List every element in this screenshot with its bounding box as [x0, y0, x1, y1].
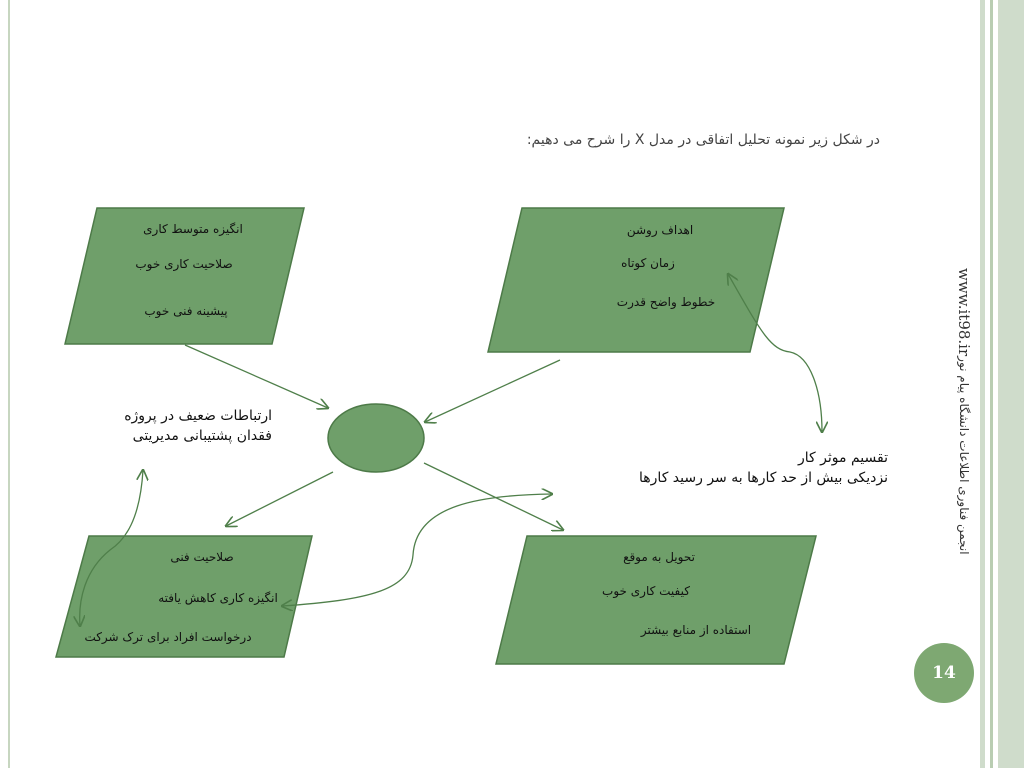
left-note: [60, 406, 272, 446]
side-caption-url: www.it98.ir: [955, 268, 973, 357]
center-ellipse: [328, 404, 424, 472]
right-note-line-2: نزدیکی بیش از حد کارها به سر رسید کارها: [639, 470, 888, 486]
arrow-center-to-bottom-right: [424, 463, 563, 530]
bottom-left-line-3: درخواست افراد برای ترک شرکت: [84, 630, 252, 644]
bottom-left-line-2: انگیزه کاری کاهش یافته: [158, 591, 278, 605]
top-right-line-2: زمان کوتاه: [621, 256, 675, 270]
bottom-right-line-1: تحویل به موقع: [623, 550, 695, 564]
top-right-line-3: خطوط واضح قدرت: [616, 295, 716, 309]
right-note-line-1: تقسیم موثر کار: [798, 450, 888, 466]
right-note: [560, 448, 888, 488]
left-note-line-1: ارتباطات ضعیف در پروژه: [124, 408, 272, 424]
bottom-right-line-3: استفاده از منابع بیشتر: [640, 623, 752, 637]
arrow-top-right-to-center: [425, 360, 560, 422]
left-note-line-2: فقدان پشتیبانی مدیریتی: [132, 428, 272, 444]
bottom-right-line-2: کیفیت کاری خوب: [602, 584, 690, 598]
top-left-line-3: پیشینه فنی خوب: [144, 304, 228, 318]
arrow-top-left-to-center: [185, 345, 328, 408]
page-number-badge: 14: [914, 643, 974, 703]
bottom-left-line-1: صلاحیت فنی: [170, 550, 234, 564]
top-left-line-1: انگیزه متوسط کاری: [143, 222, 243, 236]
curve-bottom-left-to-right-note: [282, 494, 552, 606]
side-caption-text: انجمن فناوری اطلاعات دانشگاه پیام نور: [957, 356, 971, 555]
arrow-center-to-bottom-left: [226, 472, 333, 526]
slide-heading: در شکل زیر نمونه تحلیل اتفاقی در مدل X را شرح می دهیم:: [526, 132, 880, 148]
top-right-line-1: اهداف روشن: [626, 223, 694, 237]
side-caption: [955, 268, 973, 555]
top-left-line-2: صلاحیت کاری خوب: [135, 257, 233, 271]
